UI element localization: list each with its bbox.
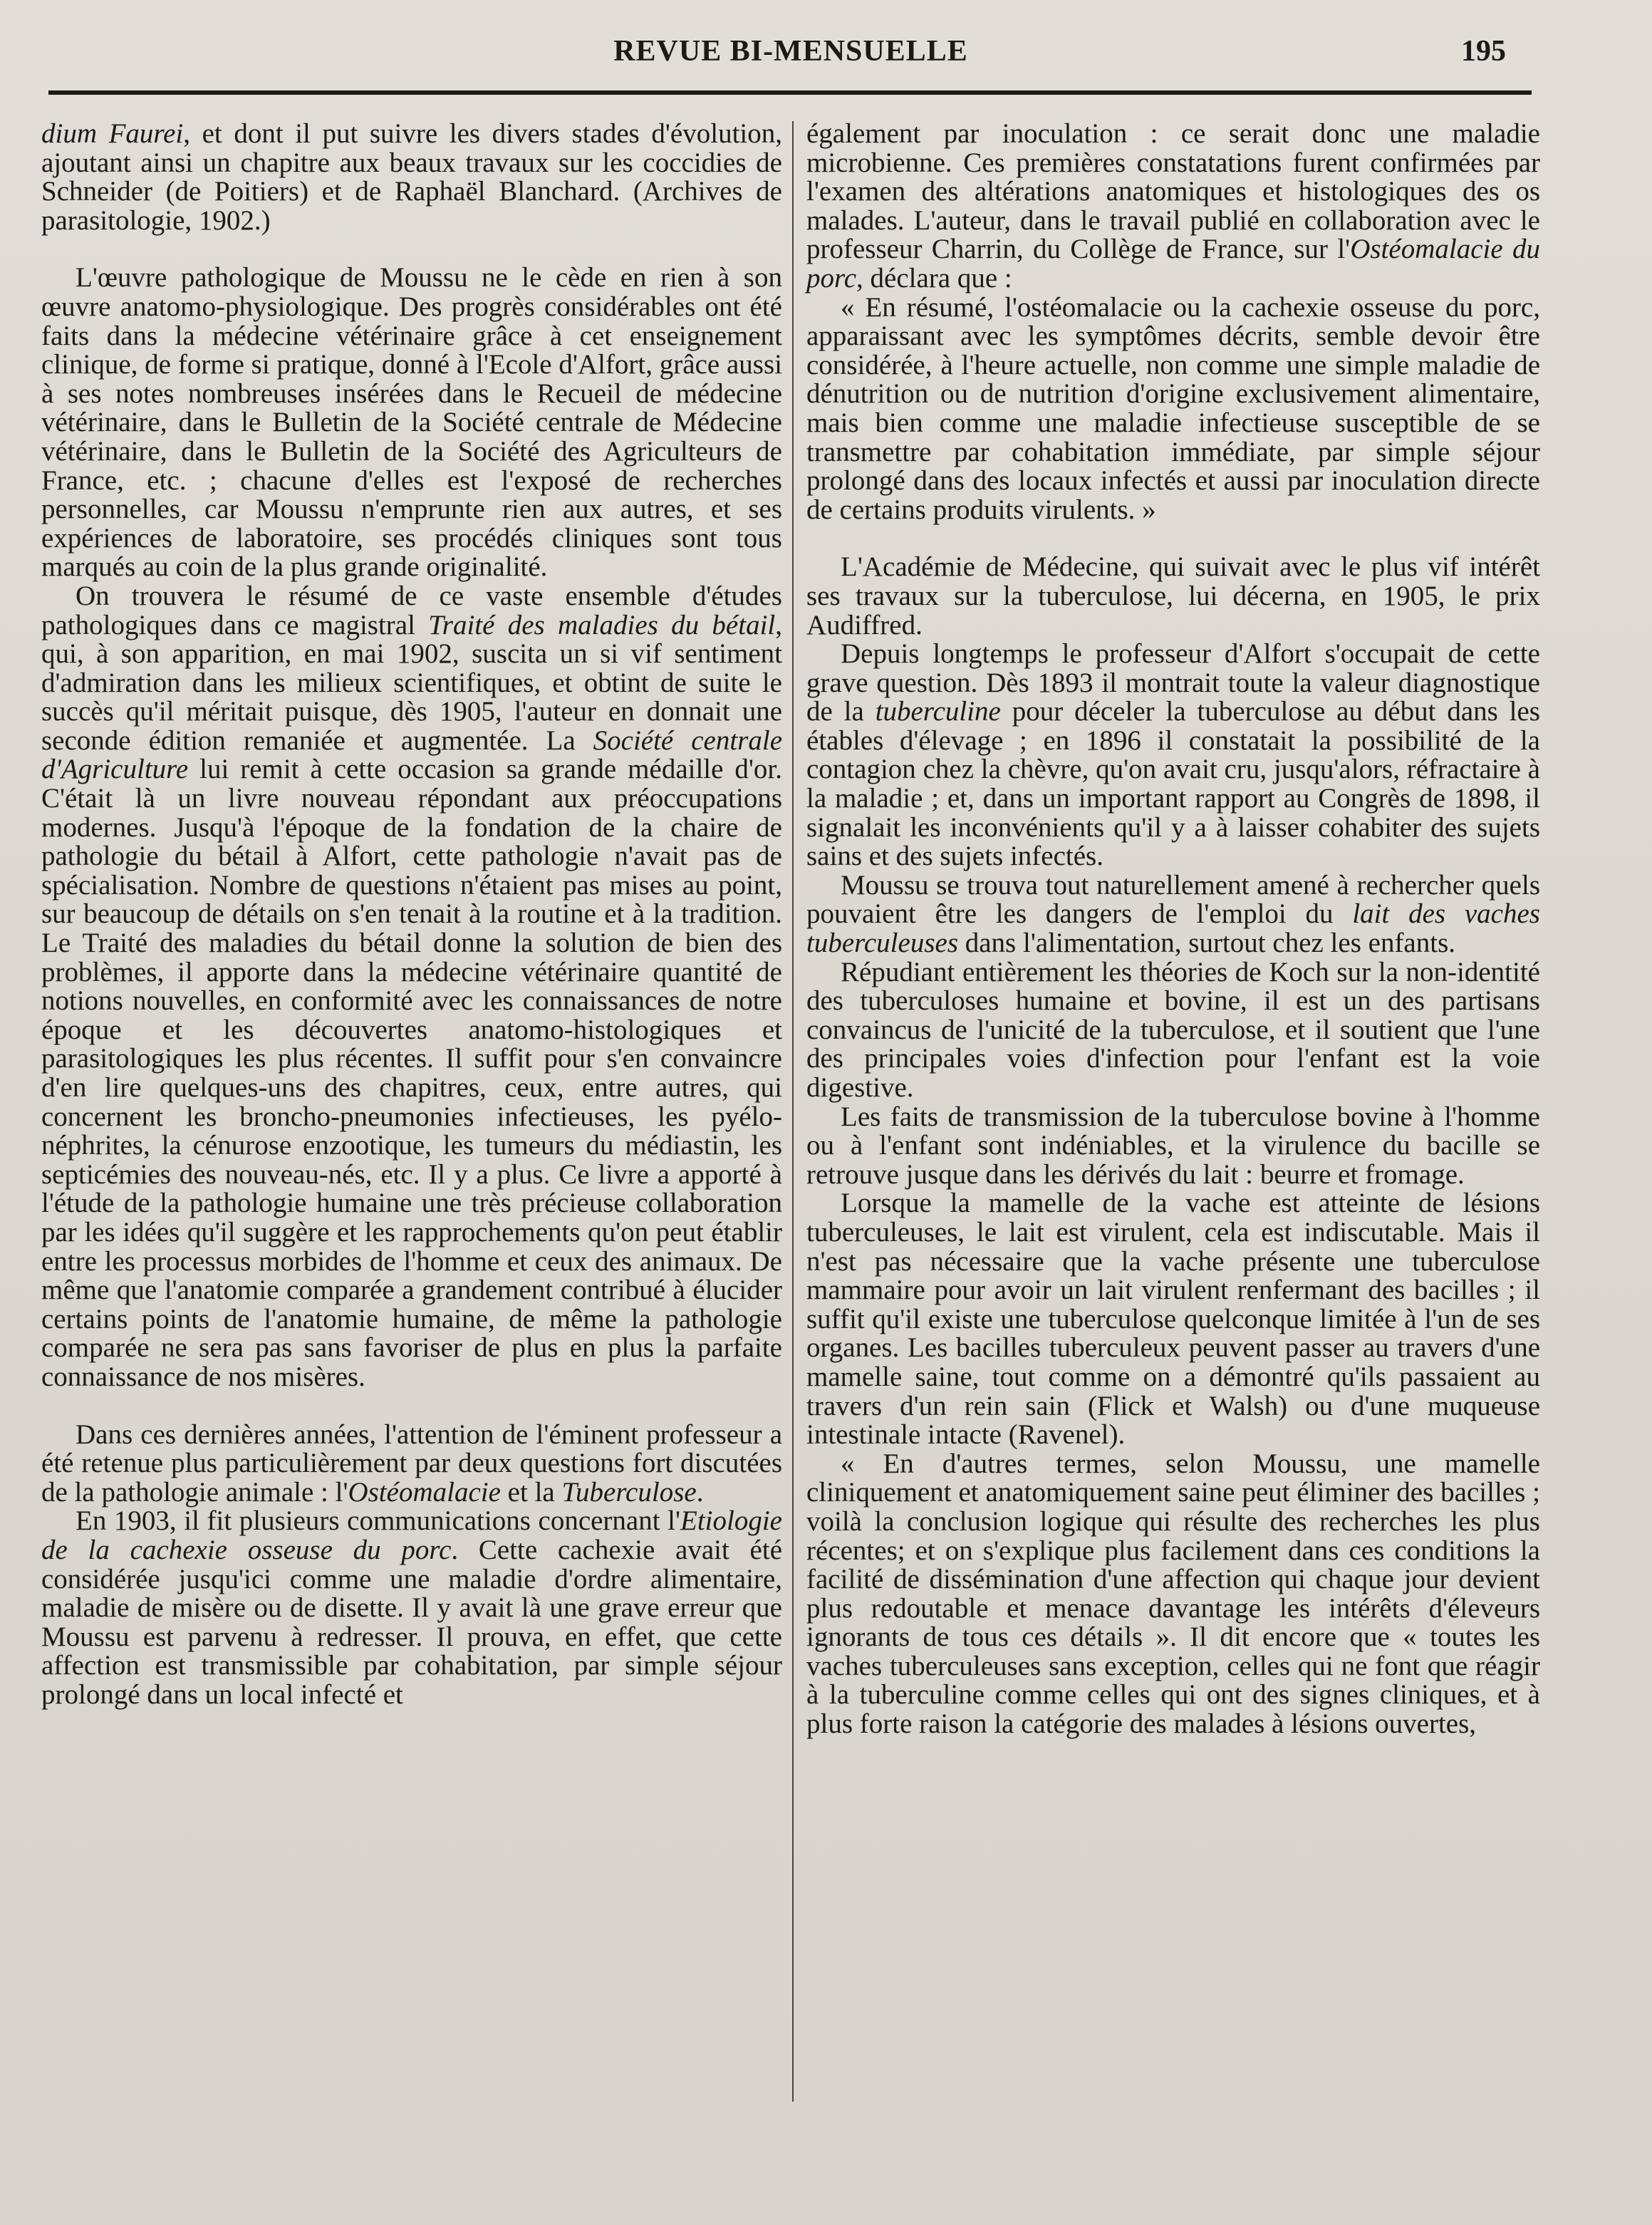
paragraph bbox=[806, 871, 1540, 958]
italic-text: Ostéomalacie du porc bbox=[806, 234, 1540, 294]
paragraph bbox=[41, 582, 782, 1392]
paragraph bbox=[806, 640, 1540, 871]
italic-text: Société centrale d'Agriculture bbox=[41, 725, 782, 785]
text-run: . Cette cachexie avait été considérée jusqu'ici comme une maladie d'ordre alimentaire, maladie de misère ou de disette. Il y avait là une grave erreur que Moussu est parvenu à redresser. Il prouva, en effet, que cette affection est transmissible par cohabitation, par simple séjour prolongé dans un local infecté et bbox=[41, 1534, 783, 1710]
text-run: et la bbox=[500, 1476, 562, 1508]
quote-paragraph: « En d'autres termes, selon Moussu, une mamelle cliniquement et anatomiquement saine peut éliminer des bacilles ; voilà la conclusion logique qui résulte des recherches les plus récentes; et on s'explique plus facilement dans ces conditions la facilité de dissémination d'une affection qui chaque jour devient plus redoutable et menace davantage les intérêts d'éleveurs ignorants de tous ces détails ». Il dit encore que « toutes les vaches tuberculeuses sans exception, celles qui ne font que réagir à la tuberculine comme celles qui ont des signes cliniques, et à plus forte raison la catégorie des malades à lésions ouvertes, bbox=[806, 1448, 1540, 1740]
text-run: En 1903, il fit plusieurs communications concernant l' bbox=[76, 1505, 681, 1537]
text-run: , et dont il put suivre les divers stades d'évolution, ajoutant ainsi un chapitre aux beaux travaux sur les coccidies de Schneider (de Poitiers) et de Raphaël Blanchard. (Archives de parasitologie, 1902.) bbox=[41, 118, 782, 236]
text-run: , qui, à son apparition, en mai 1902, suscita un si vif sentiment d'admiration dans les milieux scientifiques, et obtint de suite le succès qu'il méritait puisque, dès 1905, l'auteur en donnait une seconde édition remaniée et augmentée. La bbox=[41, 609, 782, 756]
text-run: Moussu se trouva tout naturellement amené à rechercher quels pouvaient être les dangers de l'emploi du bbox=[806, 869, 1540, 930]
text-run: , déclara que : bbox=[856, 262, 1012, 294]
italic-text: Ostéomalacie bbox=[348, 1476, 501, 1508]
paragraph: Les faits de transmission de la tuberculose bovine à l'homme ou à l'enfant sont indéniables, et la virulence du bacille se retrouve jusque dans les dérivés du lait : beurre et fromage. bbox=[806, 1101, 1540, 1190]
italic-text: tuberculine bbox=[875, 696, 1001, 727]
paragraph bbox=[41, 1507, 782, 1709]
running-header-title: REVUE BI-MENSUELLE bbox=[613, 35, 968, 68]
quote-paragraph: « En résumé, l'ostéomalacie ou la cachexie osseuse du porc, apparaissant avec les symptômes décrits, semble devoir être considérée, à l'heure actuelle, non comme une simple maladie de dénutrition ou de nutrition d'origine exclusivement alimentaire, mais bien comme une maladie infectieuse susceptible de se transmettre par cohabitation immédiate, par simple séjour prolongé dans des locaux infectés et aussi par inoculation directe de certains produits virulents. » bbox=[806, 291, 1540, 525]
paragraph bbox=[806, 120, 1540, 294]
column-divider bbox=[792, 121, 794, 2102]
italic-text: Tuberculose bbox=[561, 1476, 697, 1508]
page-number: 195 bbox=[1461, 35, 1506, 68]
paragraph bbox=[41, 1418, 782, 1508]
italic-text: lait des vaches tuberculeuses bbox=[806, 898, 1540, 959]
right-column bbox=[806, 120, 1540, 1739]
text-run: On trouvera le résumé de ce vaste ensemble d'études pathologiques dans ce magistral bbox=[41, 580, 782, 640]
text-run: Dans ces dernières années, l'attention de l'éminent professeur a été retenue plus particulièrement par deux questions fort discutées de la pathologie animale : l' bbox=[41, 1418, 782, 1508]
italic-text: dium Faurei bbox=[41, 118, 184, 149]
header-rule bbox=[48, 90, 1532, 95]
italic-text: Etiologie de la cachexie osseuse du porc bbox=[41, 1505, 782, 1565]
text-run: . bbox=[696, 1476, 704, 1508]
text-run: également par inoculation : ce serait donc une maladie microbienne. Ces premières constatations furent confirmées par l'examen des altérations anatomiques et histologiques des os malades. L'auteur, dans le travail publié en collaboration avec le professeur Charrin, du Collège de France, sur l' bbox=[806, 118, 1540, 265]
paragraph: Répudiant entièrement les théories de Koch sur la non-identité des tuberculoses humaine et bovine, il est un des partisans convaincus de l'unicité de la tuberculose, et il soutient que l'une des principales voies d'infection pour l'enfant est la voie digestive. bbox=[806, 956, 1540, 1103]
paragraph bbox=[41, 120, 782, 235]
paragraph: L'Académie de Médecine, qui suivait avec le plus vif intérêt ses travaux sur la tuberculose, lui décerna, en 1905, le prix Audiffred. bbox=[806, 551, 1540, 640]
italic-text: Traité des maladies du bétail bbox=[428, 609, 776, 640]
left-column bbox=[41, 120, 782, 1709]
text-run: lui remit à cette occasion sa grande médaille d'or. C'était là un livre nouveau répondant aux préoccupations modernes. Jusqu'à l'époque de la fondation de la chaire de pathologie du bétail à Alfort, cette pathologie n'avait pas de spécialisation. Nombre de questions n'étaient pas mises au point, sur beaucoup de détails on s'en tenait à la routine et à la tradition. Le Traité des maladies du bétail donne la solution de bien des problèmes, il apporte dans la médecine vétérinaire quantité de notions nouvelles, en conformité avec les connaissances de notre époque et les découvertes anatomo-histologiques et parasitologiques les plus récentes. Il suffit pour s'en convaincre d'en lire quelques-uns des chapitres, ceux, entre autres, qui concernent les broncho-pneumonies infectieuses, les pyélo-néphrites, la cénurose enzootique, les tumeurs du médiastin, les septicémies des nouveau-nés, etc. Il y a plus. Ce livre a apporté à l'étude de la pathologie humaine une très précieuse collaboration par les idées qu'il suggère et les rapprochements qu'on peut établir entre les processus morbides de l'homme et ceux des animaux. De même que l'anatomie comparée a grandement contribué à élucider certains points de l'anatomie humaine, de même la pathologie comparée ne sera pas sans favoriser de plus en plus la parfaite connaissance de nos misères. bbox=[41, 754, 782, 1392]
text-run: Depuis longtemps le professeur d'Alfort s'occupait de cette grave question. Dès 1893 il montrait toute la valeur diagnostique de la bbox=[806, 638, 1540, 727]
text-run: dans l'alimentation, surtout chez les enfants. bbox=[958, 928, 1456, 959]
text-run: pour déceler la tuberculose au début dans les étables d'élevage ; en 1896 il constatait la possibilité de la contagion chez la chèvre, qu'on avait cru, jusqu'alors, réfractaire à la maladie ; et, dans un important rapport au Congrès de 1898, il signalait les inconvénients qu'il y a à laisser cohabiter des sujets sains et des sujets infectés. bbox=[806, 696, 1540, 872]
paragraph: Lorsque la mamelle de la vache est atteinte de lésions tuberculeuses, le lait est virulent, cela est indiscutable. Mais il n'est pas nécessaire que la vache présente une tuberculose mammaire pour avoir un lait virulent renfermant des bacilles ; il suffit qu'il existe une tuberculose quelconque limitée à l'un de ses organes. Les bacilles tuberculeux peuvent passer au travers d'une mamelle saine, tout comme on a démontré qu'ils passaient au travers d'un rein sain (Flick et Walsh) ou d'une muqueuse intestinale intacte (Ravenel). bbox=[806, 1188, 1540, 1451]
paragraph: L'œuvre pathologique de Moussu ne le cède en rien à son œuvre anatomo-physiologique. Des progrès considérables ont été faits dans la médecine vétérinaire grâce à cet enseignement clinique, de forme si pratique, donné à l'Ecole d'Alfort, grâce aussi à ses notes nombreuses insérées dans le Recueil de médecine vétérinaire, dans le Bulletin de la Société centrale de Médecine vétérinaire, dans le Bulletin de la Société des Agriculteurs de France, etc. ; chacune d'elles est l'exposé de recherches personnelles, car Moussu n'emprunte rien aux autres, et ses expériences de laboratoire, ses procédés cliniques sont tous marqués au coin de la plus grande originalité. bbox=[41, 262, 782, 583]
